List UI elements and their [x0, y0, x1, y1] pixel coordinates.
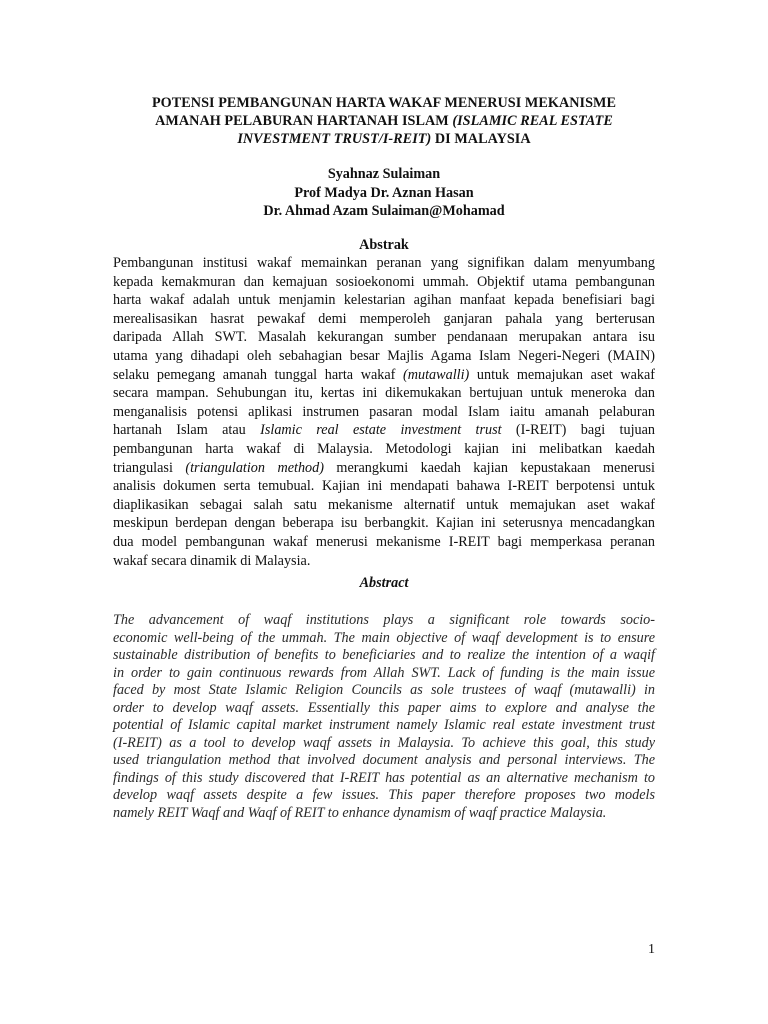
abstract-line: findings of this study discovered that I-REIT has potential as an alternative mechanism to: [113, 769, 655, 786]
abstrak-text: merangkumi kaedah kajian kepustakaan menerusi: [323, 459, 655, 476]
abstrak-line: meskipun berdepan dengan beberapa isu berbangkit. Kajian ini seterusnya mencadangkan: [113, 515, 655, 532]
abstrak-line: secara mampan. Sehubungan itu, kertas ini dikemukakan bertujuan untuk meneroka dan: [113, 385, 655, 402]
abstrak-line: [113, 459, 655, 478]
abstract-line: (I-REIT) as a tool to develop waqf assets in Malaysia. To achieve this goal, this study: [113, 734, 655, 751]
abstract-line: The advancement of waqf institutions plays a significant role towards socio-: [113, 612, 655, 628]
title-line-3-normal: DI MALAYSIA: [431, 131, 531, 147]
abstract-line: economic well-being of the ummah. The main objective of waqf development is to ensure: [113, 629, 655, 646]
abstrak-line: [113, 421, 655, 440]
abstrak-line: utama yang dihadapi oleh sebahagian besar Majlis Agama Islam Negeri-Negeri (MAIN): [113, 347, 655, 364]
abstrak-text: untuk memajukan aset wakaf: [469, 366, 655, 383]
abstrak-term-triangulation: (triangulation method): [185, 459, 324, 476]
abstrak-line: menganalisis potensi aplikasi instrumen pasaran modal Islam iaitu amanah pelaburan: [113, 403, 655, 420]
abstract-body: [113, 612, 655, 822]
abstrak-text: selaku pemegang amanah tunggal harta wakaf: [113, 366, 404, 383]
abstrak-line: wakaf secara dinamik di Malaysia.: [113, 552, 311, 569]
abstract-line: faced by most State Islamic Religion Councils as sole trustees of waqf (mutawalli) in: [113, 682, 655, 698]
abstrak-line: harta wakaf adalah untuk menjamin kelestarian agihan manfaat kepada benefisiari bagi: [113, 292, 655, 309]
abstract-line: sustainable distribution of benefits to beneficiaries and to realize the intention of a waqif: [113, 647, 655, 663]
abstract-line: potential of Islamic capital market instrument namely Islamic real estate investment trust: [113, 717, 655, 733]
abstrak-line: dua model pembangunan wakaf menerusi mekanisme I-REIT bagi memperkasa peranan: [113, 533, 655, 550]
abstract-line: namely REIT Waqf and Waqf of REIT to enhance dynamism of waqf practice Malaysia.: [113, 804, 607, 821]
abstrak-line: Pembangunan institusi wakaf memainkan peranan yang signifikan dalam menyumbang: [113, 255, 655, 271]
title-line-3: [110, 130, 658, 148]
author-name: Dr. Ahmad Azam Sulaiman@Mohamad: [263, 203, 505, 219]
author-name: Prof Madya Dr. Aznan Hasan: [294, 184, 474, 201]
abstrak-text: triangulasi: [113, 459, 186, 476]
paper-title: [110, 94, 658, 148]
page-number: 1: [648, 942, 655, 957]
abstrak-line: diaplikasikan sebagai salah satu mekanisme alternatif untuk memajukan aset wakaf: [113, 496, 655, 513]
abstract-line: in order to gain continuous rewards from Allah SWT. Lack of funding is the main issue: [113, 664, 655, 681]
abstrak-line: daripada Allah SWT. Masalah kekurangan sumber pendanaan merupakan antara isu: [113, 329, 655, 346]
title-line-1: POTENSI PEMBANGUNAN HARTA WAKAF MENERUSI MEKANISME: [151, 95, 617, 111]
abstrak-term-ireit: Islamic real estate investment trust: [260, 422, 502, 439]
abstract-line: order to develop waqf assets. Essentially this paper aims to explore and analyse the: [113, 699, 655, 716]
abstrak-heading: Abstrak: [359, 237, 409, 253]
abstrak-term-mutawalli: (mutawalli): [403, 366, 470, 383]
abstract-heading: Abstract: [359, 575, 409, 591]
title-line-2-normal: AMANAH PELABURAN HARTANAH ISLAM: [155, 113, 453, 129]
title-line-2: [110, 112, 658, 130]
abstrak-line: analisis dokumen serta temubual. Kajian ini mendapati bahawa I-REIT berpotensi untuk: [113, 478, 655, 495]
abstrak-text: hartanah Islam atau: [113, 422, 261, 439]
abstract-line: used triangulation method that involved document analysis and personal interviews. The: [113, 752, 655, 768]
abstrak-line: [113, 366, 655, 385]
title-line-3-italic: INVESTMENT TRUST/I-REIT): [237, 131, 432, 147]
abstract-line: develop waqf assets despite a few issues. This paper therefore proposes two models: [113, 787, 655, 803]
author-list: [110, 165, 658, 221]
author-name: Syahnaz Sulaiman: [327, 166, 441, 182]
abstrak-line: kepada kemakmuran dan kemajuan sosioekonomi ummah. Objektif utama pembangunan: [113, 273, 655, 290]
title-line-2-italic: (ISLAMIC REAL ESTATE: [452, 113, 613, 129]
abstrak-line: pembangunan harta wakaf di Malaysia. Metodologi kajian ini melibatkan kaedah: [113, 440, 655, 457]
abstrak-line: merealisasikan hasrat pewakaf demi memperoleh ganjaran pahala yang berterusan: [113, 310, 655, 327]
abstrak-body: [113, 254, 655, 570]
abstrak-text: (I-REIT) bagi tujuan: [501, 422, 655, 439]
